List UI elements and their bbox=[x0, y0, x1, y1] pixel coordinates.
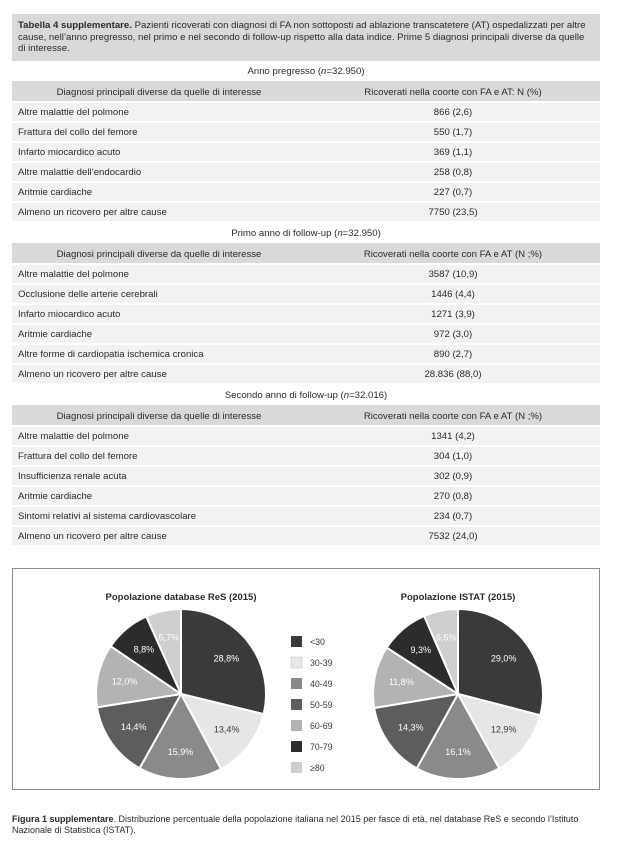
count-cell: 890 (2,7) bbox=[433, 348, 473, 360]
table-row bbox=[12, 345, 600, 365]
slice-label: 11,8% bbox=[388, 677, 414, 688]
legend-swatch bbox=[291, 699, 302, 710]
section-title: Anno pregresso ( n =32.950) bbox=[12, 61, 600, 81]
table-row bbox=[12, 507, 600, 527]
diagnosis-cell: Almeno un ricovero per altre cause bbox=[18, 206, 167, 218]
count-cell: 369 (1,1) bbox=[433, 146, 473, 158]
legend-swatch bbox=[291, 657, 302, 668]
table-header-row bbox=[12, 83, 600, 103]
slice-label: 8,8% bbox=[133, 644, 155, 655]
figure-panel bbox=[12, 568, 600, 790]
legend-swatch bbox=[291, 636, 302, 647]
count-cell: 304 (1,0) bbox=[433, 450, 473, 462]
slice-label: 12,0% bbox=[111, 676, 138, 687]
column-header-diagnosis: Diagnosi principali diverse da quelle di interesse bbox=[56, 410, 262, 422]
count-cell: 1341 (4,2) bbox=[431, 430, 475, 442]
section-title: Primo anno di follow-up ( n =32.950) bbox=[12, 223, 600, 243]
table-row bbox=[12, 427, 600, 447]
legend-label: 30-39 bbox=[310, 658, 333, 668]
pie-title: Popolazione database ReS (2015) bbox=[105, 592, 257, 603]
slice-label: 28,8% bbox=[213, 653, 240, 664]
table-row bbox=[12, 203, 600, 223]
table-row bbox=[12, 285, 600, 305]
table-caption-text: Pazienti ricoverati con diagnosi di FA non sottoposti ad ablazione transcatetere (AT) ospedalizzati per altre cause, nell’anno pregresso, nel primo e nel secondo di follow-up rispetto alla data indice. Prime 5 diagnosi principali diverse da quelle di interesse. bbox=[18, 20, 586, 55]
count-cell: 972 (3,0) bbox=[433, 328, 473, 340]
table-caption-label: Tabella 4 supplementare. bbox=[18, 20, 132, 31]
legend-label: <30 bbox=[310, 637, 325, 647]
diagnosis-cell: Aritmie cardiache bbox=[18, 186, 93, 198]
slice-label: 14,4% bbox=[120, 722, 147, 733]
diagnosis-cell: Occlusione delle arterie cerebrali bbox=[18, 288, 158, 300]
table-row bbox=[12, 305, 600, 325]
count-cell: 7750 (23,5) bbox=[428, 206, 478, 218]
table-row bbox=[12, 365, 600, 385]
count-cell: 866 (2,6) bbox=[433, 106, 473, 118]
column-header-diagnosis: Diagnosi principali diverse da quelle di interesse bbox=[56, 248, 262, 260]
diagnosis-cell: Altre forme di cardiopatia ischemica cronica bbox=[18, 348, 204, 360]
diagnosis-cell: Frattura del collo del femore bbox=[18, 126, 138, 138]
pie-charts bbox=[13, 569, 599, 789]
slice-label: 14,3% bbox=[398, 722, 424, 733]
supplementary-table bbox=[12, 14, 600, 547]
table-caption bbox=[12, 14, 600, 61]
count-cell: 302 (0,9) bbox=[433, 470, 473, 482]
legend-swatch bbox=[291, 762, 302, 773]
table-row bbox=[12, 143, 600, 163]
slice-label: 16,1% bbox=[445, 746, 471, 757]
figure-caption-text: . Distribuzione percentuale della popolazione italiana nel 2015 per fasce di età, nel database ReS e secondo l’Istituto Nazionale di Statistica (ISTAT). bbox=[12, 814, 579, 836]
table-row bbox=[12, 467, 600, 487]
table-row bbox=[12, 447, 600, 467]
table-row bbox=[12, 325, 600, 345]
legend-label: 40-49 bbox=[310, 679, 333, 689]
slice-label: 15,9% bbox=[167, 746, 194, 757]
diagnosis-cell: Altre malattie del polmone bbox=[18, 268, 129, 280]
count-cell: 227 (0,7) bbox=[433, 186, 473, 198]
count-cell: 28.836 (88,0) bbox=[424, 368, 482, 380]
diagnosis-cell: Insufficienza renale acuta bbox=[18, 470, 127, 482]
table-row bbox=[12, 527, 600, 547]
legend-swatch bbox=[291, 678, 302, 689]
count-cell: 1446 (4,4) bbox=[431, 288, 475, 300]
column-header-count: Ricoverati nella coorte con FA e AT (N ;%) bbox=[363, 248, 543, 260]
table-row bbox=[12, 163, 600, 183]
legend-swatch bbox=[291, 741, 302, 752]
column-header-count: Ricoverati nella coorte con FA e AT: N (%) bbox=[364, 86, 542, 98]
diagnosis-cell: Aritmie cardiache bbox=[18, 328, 93, 340]
column-header-diagnosis: Diagnosi principali diverse da quelle di interesse bbox=[56, 86, 262, 98]
diagnosis-cell: Sintomi relativi al sistema cardiovascolare bbox=[18, 510, 197, 522]
figure-caption-label: Figura 1 supplementare bbox=[12, 814, 114, 824]
slice-label: 29,0% bbox=[490, 653, 517, 664]
section-title: Secondo anno di follow-up ( n =32.016) bbox=[12, 385, 600, 405]
diagnosis-cell: Almeno un ricovero per altre cause bbox=[18, 368, 167, 380]
column-header-count: Ricoverati nella coorte con FA e AT (N ;%) bbox=[363, 410, 543, 422]
table-header-row bbox=[12, 407, 600, 427]
legend-label: 60-69 bbox=[310, 721, 333, 731]
diagnosis-cell: Almeno un ricovero per altre cause bbox=[18, 530, 167, 542]
count-cell: 258 (0,8) bbox=[433, 166, 473, 178]
slice-label: 6,5% bbox=[436, 632, 457, 643]
diagnosis-cell: Infarto miocardico acuto bbox=[18, 146, 121, 158]
count-cell: 1271 (3,9) bbox=[431, 308, 475, 320]
count-cell: 3587 (10,9) bbox=[428, 268, 478, 280]
legend-label: 50-59 bbox=[310, 700, 333, 710]
legend-label: ≥80 bbox=[310, 763, 325, 773]
table-header-row bbox=[12, 245, 600, 265]
diagnosis-cell: Infarto miocardico acuto bbox=[18, 308, 121, 320]
diagnosis-cell: Altre malattie del polmone bbox=[18, 430, 129, 442]
table-row bbox=[12, 487, 600, 507]
table-row bbox=[12, 103, 600, 123]
count-cell: 270 (0,8) bbox=[433, 490, 473, 502]
table-row bbox=[12, 123, 600, 143]
table-row bbox=[12, 265, 600, 285]
diagnosis-cell: Altre malattie dell’endocardio bbox=[18, 166, 142, 178]
count-cell: 234 (0,7) bbox=[433, 510, 473, 522]
diagnosis-cell: Altre malattie del polmone bbox=[18, 106, 129, 118]
legend-swatch bbox=[291, 720, 302, 731]
table-body bbox=[12, 61, 600, 547]
slice-label: 9,3% bbox=[410, 644, 431, 655]
slice-label: 12,9% bbox=[490, 724, 517, 735]
diagnosis-cell: Frattura del collo del femore bbox=[18, 450, 138, 462]
legend-label: 70-79 bbox=[310, 742, 333, 752]
table-row bbox=[12, 183, 600, 203]
diagnosis-cell: Aritmie cardiache bbox=[18, 490, 93, 502]
count-cell: 7532 (24,0) bbox=[428, 530, 478, 542]
slice-label: 6,7% bbox=[158, 632, 180, 643]
figure-caption bbox=[12, 814, 600, 837]
slice-label: 13,4% bbox=[213, 724, 240, 735]
pie-title: Popolazione ISTAT (2015) bbox=[400, 592, 516, 603]
count-cell: 550 (1,7) bbox=[433, 126, 473, 138]
